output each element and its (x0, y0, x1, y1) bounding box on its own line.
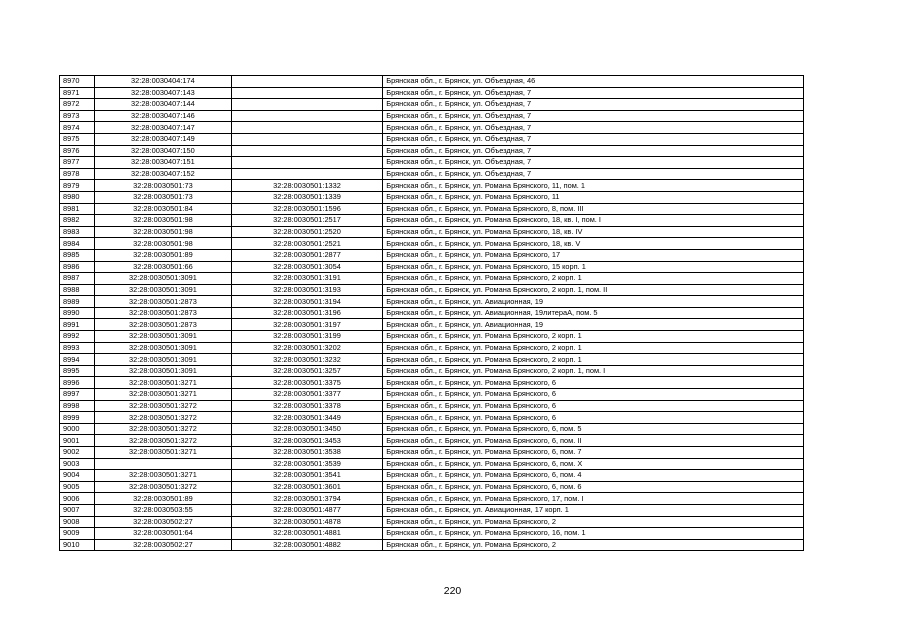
building-cadastral-number-cell: 32:28:0030501:3601 (231, 481, 383, 493)
table-row (60, 261, 804, 273)
row-number-cell: 8987 (60, 273, 95, 285)
table-row (60, 87, 804, 99)
land-cadastral-number-cell: 32:28:0030407:150 (95, 145, 232, 157)
table-row (60, 470, 804, 482)
building-cadastral-number-cell: 32:28:0030501:3194 (231, 296, 383, 308)
table-row (60, 493, 804, 505)
address-cell: Брянская обл., г. Брянск, ул. Авиационная, 19 (383, 319, 804, 331)
address-cell: Брянская обл., г. Брянск, ул. Романа Брянского, 6, пом. 7 (383, 447, 804, 459)
row-number-cell: 9006 (60, 493, 95, 505)
building-cadastral-number-cell: 32:28:0030501:3193 (231, 284, 383, 296)
row-number-cell: 8981 (60, 203, 95, 215)
table-row (60, 122, 804, 134)
table-row (60, 226, 804, 238)
address-cell: Брянская обл., г. Брянск, ул. Романа Брянского, 2 корп. 1, пом. II (383, 284, 804, 296)
address-cell: Брянская обл., г. Брянск, ул. Объездная, 7 (383, 99, 804, 111)
row-number-cell: 8999 (60, 412, 95, 424)
land-cadastral-number-cell: 32:28:0030503:55 (95, 504, 232, 516)
land-cadastral-number-cell: 32:28:0030407:151 (95, 157, 232, 169)
table-row (60, 435, 804, 447)
row-number-cell: 9003 (60, 458, 95, 470)
table-row (60, 331, 804, 343)
row-number-cell: 9001 (60, 435, 95, 447)
table-row (60, 412, 804, 424)
building-cadastral-number-cell: 32:28:0030501:3541 (231, 470, 383, 482)
address-cell: Брянская обл., г. Брянск, ул. Романа Брянского, 18, кв. I, пом. I (383, 215, 804, 227)
building-cadastral-number-cell (231, 168, 383, 180)
building-cadastral-number-cell: 32:28:0030501:3054 (231, 261, 383, 273)
property-table-body (60, 76, 804, 551)
address-cell: Брянская обл., г. Брянск, ул. Авиационная, 17 корп. 1 (383, 504, 804, 516)
building-cadastral-number-cell (231, 99, 383, 111)
address-cell: Брянская обл., г. Брянск, ул. Объездная, 7 (383, 168, 804, 180)
building-cadastral-number-cell: 32:28:0030501:3453 (231, 435, 383, 447)
address-cell: Брянская обл., г. Брянск, ул. Романа Брянского, 2 корп. 1 (383, 273, 804, 285)
table-row (60, 296, 804, 308)
row-number-cell: 8972 (60, 99, 95, 111)
table-row (60, 458, 804, 470)
address-cell: Брянская обл., г. Брянск, ул. Романа Брянского, 6, пом. 4 (383, 470, 804, 482)
land-cadastral-number-cell: 32:28:0030501:84 (95, 203, 232, 215)
address-cell: Брянская обл., г. Брянск, ул. Романа Брянского, 2 (383, 516, 804, 528)
table-row (60, 110, 804, 122)
table-row (60, 249, 804, 261)
table-row (60, 76, 804, 88)
land-cadastral-number-cell: 32:28:0030501:89 (95, 493, 232, 505)
land-cadastral-number-cell: 32:28:0030501:64 (95, 528, 232, 540)
table-row (60, 307, 804, 319)
building-cadastral-number-cell: 32:28:0030501:3257 (231, 365, 383, 377)
table-row (60, 238, 804, 250)
table-row (60, 354, 804, 366)
table-row (60, 481, 804, 493)
land-cadastral-number-cell: 32:28:0030501:3091 (95, 354, 232, 366)
row-number-cell: 8985 (60, 249, 95, 261)
row-number-cell: 8973 (60, 110, 95, 122)
building-cadastral-number-cell: 32:28:0030501:2520 (231, 226, 383, 238)
register-sheet (59, 75, 804, 551)
row-number-cell: 9007 (60, 504, 95, 516)
building-cadastral-number-cell (231, 145, 383, 157)
address-cell: Брянская обл., г. Брянск, ул. Романа Брянского, 2 корп. 1 (383, 354, 804, 366)
row-number-cell: 8975 (60, 133, 95, 145)
table-row (60, 447, 804, 459)
building-cadastral-number-cell (231, 76, 383, 88)
building-cadastral-number-cell: 32:28:0030501:2877 (231, 249, 383, 261)
building-cadastral-number-cell (231, 110, 383, 122)
building-cadastral-number-cell: 32:28:0030501:3232 (231, 354, 383, 366)
address-cell: Брянская обл., г. Брянск, ул. Романа Брянского, 18, кв. V (383, 238, 804, 250)
row-number-cell: 8988 (60, 284, 95, 296)
address-cell: Брянская обл., г. Брянск, ул. Объездная, 7 (383, 133, 804, 145)
land-cadastral-number-cell: 32:28:0030501:3271 (95, 377, 232, 389)
table-row (60, 516, 804, 528)
row-number-cell: 8989 (60, 296, 95, 308)
table-row (60, 423, 804, 435)
address-cell: Брянская обл., г. Брянск, ул. Романа Брянского, 6, пом. 6 (383, 481, 804, 493)
land-cadastral-number-cell: 32:28:0030404:174 (95, 76, 232, 88)
row-number-cell: 8990 (60, 307, 95, 319)
land-cadastral-number-cell: 32:28:0030407:147 (95, 122, 232, 134)
land-cadastral-number-cell: 32:28:0030501:73 (95, 180, 232, 192)
land-cadastral-number-cell: 32:28:0030407:143 (95, 87, 232, 99)
building-cadastral-number-cell (231, 122, 383, 134)
row-number-cell: 8978 (60, 168, 95, 180)
page-number: 220 (443, 585, 462, 597)
building-cadastral-number-cell: 32:28:0030501:2521 (231, 238, 383, 250)
building-cadastral-number-cell: 32:28:0030501:3539 (231, 458, 383, 470)
building-cadastral-number-cell: 32:28:0030501:3538 (231, 447, 383, 459)
table-row (60, 365, 804, 377)
table-row (60, 145, 804, 157)
address-cell: Брянская обл., г. Брянск, ул. Романа Брянского, 11, пом. 1 (383, 180, 804, 192)
address-cell: Брянская обл., г. Брянск, ул. Романа Брянского, 11 (383, 191, 804, 203)
land-cadastral-number-cell: 32:28:0030501:3091 (95, 284, 232, 296)
row-number-cell: 8980 (60, 191, 95, 203)
row-number-cell: 9004 (60, 470, 95, 482)
row-number-cell: 8983 (60, 226, 95, 238)
building-cadastral-number-cell: 32:28:0030501:1332 (231, 180, 383, 192)
row-number-cell: 8970 (60, 76, 95, 88)
building-cadastral-number-cell: 32:28:0030501:3199 (231, 331, 383, 343)
building-cadastral-number-cell: 32:28:0030501:3375 (231, 377, 383, 389)
table-row (60, 273, 804, 285)
building-cadastral-number-cell: 32:28:0030501:2517 (231, 215, 383, 227)
table-row (60, 377, 804, 389)
land-cadastral-number-cell: 32:28:0030501:98 (95, 226, 232, 238)
address-cell: Брянская обл., г. Брянск, ул. Романа Брянского, 6 (383, 400, 804, 412)
building-cadastral-number-cell: 32:28:0030501:4878 (231, 516, 383, 528)
land-cadastral-number-cell: 32:28:0030501:98 (95, 215, 232, 227)
address-cell: Брянская обл., г. Брянск, ул. Авиационная, 19литераА, пом. 5 (383, 307, 804, 319)
land-cadastral-number-cell: 32:28:0030501:3091 (95, 365, 232, 377)
building-cadastral-number-cell: 32:28:0030501:3377 (231, 389, 383, 401)
table-row (60, 99, 804, 111)
address-cell: Брянская обл., г. Брянск, ул. Романа Брянского, 6 (383, 412, 804, 424)
address-cell: Брянская обл., г. Брянск, ул. Романа Брянского, 6 (383, 389, 804, 401)
address-cell: Брянская обл., г. Брянск, ул. Романа Брянского, 18, кв. IV (383, 226, 804, 238)
land-cadastral-number-cell: 32:28:0030501:73 (95, 191, 232, 203)
building-cadastral-number-cell: 32:28:0030501:3202 (231, 342, 383, 354)
row-number-cell: 8996 (60, 377, 95, 389)
building-cadastral-number-cell (231, 133, 383, 145)
table-row (60, 400, 804, 412)
row-number-cell: 8971 (60, 87, 95, 99)
building-cadastral-number-cell: 32:28:0030501:4881 (231, 528, 383, 540)
building-cadastral-number-cell: 32:28:0030501:3196 (231, 307, 383, 319)
table-row (60, 539, 804, 551)
building-cadastral-number-cell (231, 87, 383, 99)
land-cadastral-number-cell: 32:28:0030501:3271 (95, 447, 232, 459)
row-number-cell: 8995 (60, 365, 95, 377)
address-cell: Брянская обл., г. Брянск, ул. Романа Брянского, 6 (383, 377, 804, 389)
land-cadastral-number-cell: 32:28:0030407:146 (95, 110, 232, 122)
address-cell: Брянская обл., г. Брянск, ул. Романа Брянского, 17, пом. I (383, 493, 804, 505)
land-cadastral-number-cell: 32:28:0030501:2873 (95, 307, 232, 319)
row-number-cell: 9010 (60, 539, 95, 551)
address-cell: Брянская обл., г. Брянск, ул. Романа Брянского, 15 корп. 1 (383, 261, 804, 273)
table-row (60, 319, 804, 331)
building-cadastral-number-cell: 32:28:0030501:4877 (231, 504, 383, 516)
row-number-cell: 8986 (60, 261, 95, 273)
address-cell: Брянская обл., г. Брянск, ул. Объездная, 7 (383, 145, 804, 157)
building-cadastral-number-cell: 32:28:0030501:3794 (231, 493, 383, 505)
table-row (60, 133, 804, 145)
row-number-cell: 9008 (60, 516, 95, 528)
table-row (60, 203, 804, 215)
land-cadastral-number-cell: 32:28:0030407:152 (95, 168, 232, 180)
address-cell: Брянская обл., г. Брянск, ул. Романа Брянского, 2 корп. 1 (383, 331, 804, 343)
row-number-cell: 8979 (60, 180, 95, 192)
building-cadastral-number-cell: 32:28:0030501:3197 (231, 319, 383, 331)
address-cell: Брянская обл., г. Брянск, ул. Авиационная, 19 (383, 296, 804, 308)
property-table (59, 75, 804, 551)
land-cadastral-number-cell (95, 458, 232, 470)
building-cadastral-number-cell: 32:28:0030501:3378 (231, 400, 383, 412)
land-cadastral-number-cell: 32:28:0030501:2873 (95, 296, 232, 308)
land-cadastral-number-cell: 32:28:0030501:3091 (95, 342, 232, 354)
row-number-cell: 8982 (60, 215, 95, 227)
table-row (60, 168, 804, 180)
row-number-cell: 8997 (60, 389, 95, 401)
land-cadastral-number-cell: 32:28:0030501:3271 (95, 389, 232, 401)
address-cell: Брянская обл., г. Брянск, ул. Романа Брянского, 17 (383, 249, 804, 261)
table-row (60, 389, 804, 401)
address-cell: Брянская обл., г. Брянск, ул. Объездная, 7 (383, 110, 804, 122)
table-row (60, 504, 804, 516)
address-cell: Брянская обл., г. Брянск, ул. Объездная, 7 (383, 157, 804, 169)
table-row (60, 215, 804, 227)
address-cell: Брянская обл., г. Брянск, ул. Романа Брянского, 2 корп. 1, пом. I (383, 365, 804, 377)
building-cadastral-number-cell (231, 157, 383, 169)
address-cell: Брянская обл., г. Брянск, ул. Романа Брянского, 8, пом. III (383, 203, 804, 215)
row-number-cell: 9005 (60, 481, 95, 493)
table-row (60, 157, 804, 169)
table-row (60, 342, 804, 354)
row-number-cell: 8994 (60, 354, 95, 366)
row-number-cell: 9009 (60, 528, 95, 540)
table-row (60, 528, 804, 540)
land-cadastral-number-cell: 32:28:0030407:144 (95, 99, 232, 111)
address-cell: Брянская обл., г. Брянск, ул. Романа Брянского, 6, пом. II (383, 435, 804, 447)
address-cell: Брянская обл., г. Брянск, ул. Объездная, 7 (383, 87, 804, 99)
address-cell: Брянская обл., г. Брянск, ул. Романа Брянского, 2 (383, 539, 804, 551)
address-cell: Брянская обл., г. Брянск, ул. Романа Брянского, 6, пом. 5 (383, 423, 804, 435)
land-cadastral-number-cell: 32:28:0030501:3272 (95, 423, 232, 435)
building-cadastral-number-cell: 32:28:0030501:3191 (231, 273, 383, 285)
row-number-cell: 8977 (60, 157, 95, 169)
land-cadastral-number-cell: 32:28:0030501:3272 (95, 435, 232, 447)
land-cadastral-number-cell: 32:28:0030501:89 (95, 249, 232, 261)
table-row (60, 191, 804, 203)
land-cadastral-number-cell: 32:28:0030501:3272 (95, 481, 232, 493)
row-number-cell: 8984 (60, 238, 95, 250)
address-cell: Брянская обл., г. Брянск, ул. Объездная, 7 (383, 122, 804, 134)
table-row (60, 284, 804, 296)
building-cadastral-number-cell: 32:28:0030501:1596 (231, 203, 383, 215)
land-cadastral-number-cell: 32:28:0030501:2873 (95, 319, 232, 331)
land-cadastral-number-cell: 32:28:0030501:66 (95, 261, 232, 273)
row-number-cell: 8991 (60, 319, 95, 331)
land-cadastral-number-cell: 32:28:0030501:3272 (95, 400, 232, 412)
building-cadastral-number-cell: 32:28:0030501:3449 (231, 412, 383, 424)
building-cadastral-number-cell: 32:28:0030501:3450 (231, 423, 383, 435)
land-cadastral-number-cell: 32:28:0030501:3091 (95, 273, 232, 285)
land-cadastral-number-cell: 32:28:0030501:3272 (95, 412, 232, 424)
row-number-cell: 9002 (60, 447, 95, 459)
address-cell: Брянская обл., г. Брянск, ул. Романа Брянского, 16, пом. 1 (383, 528, 804, 540)
land-cadastral-number-cell: 32:28:0030501:3271 (95, 470, 232, 482)
address-cell: Брянская обл., г. Брянск, ул. Романа Брянского, 2 корп. 1 (383, 342, 804, 354)
address-cell: Брянская обл., г. Брянск, ул. Романа Брянского, 6, пом. X (383, 458, 804, 470)
land-cadastral-number-cell: 32:28:0030502:27 (95, 539, 232, 551)
building-cadastral-number-cell: 32:28:0030501:1339 (231, 191, 383, 203)
land-cadastral-number-cell: 32:28:0030501:98 (95, 238, 232, 250)
address-cell: Брянская обл., г. Брянск, ул. Объездная, 46 (383, 76, 804, 88)
row-number-cell: 8992 (60, 331, 95, 343)
land-cadastral-number-cell: 32:28:0030501:3091 (95, 331, 232, 343)
building-cadastral-number-cell: 32:28:0030501:4882 (231, 539, 383, 551)
land-cadastral-number-cell: 32:28:0030407:149 (95, 133, 232, 145)
land-cadastral-number-cell: 32:28:0030502:27 (95, 516, 232, 528)
row-number-cell: 8974 (60, 122, 95, 134)
row-number-cell: 8976 (60, 145, 95, 157)
table-row (60, 180, 804, 192)
row-number-cell: 8998 (60, 400, 95, 412)
row-number-cell: 8993 (60, 342, 95, 354)
row-number-cell: 9000 (60, 423, 95, 435)
